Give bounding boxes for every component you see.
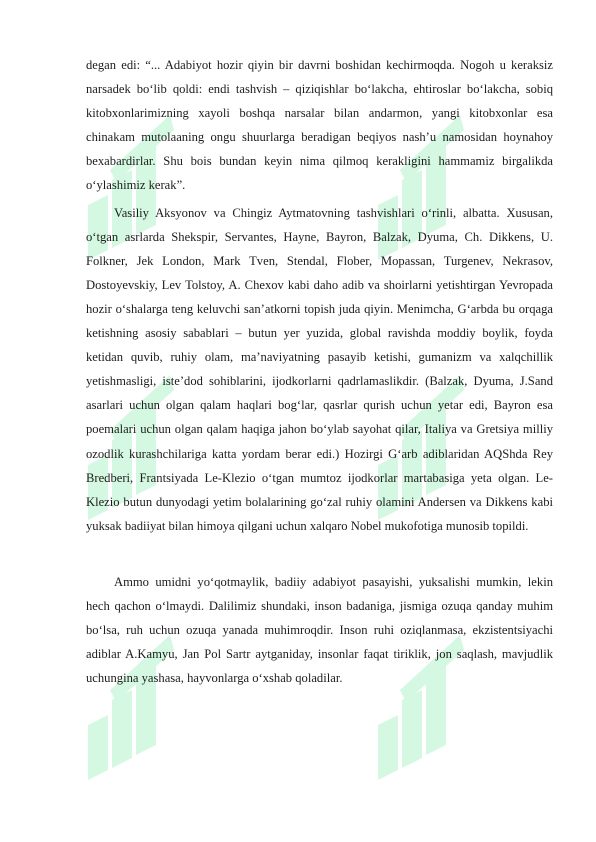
paragraph: degan edi: “... Adabiyot hozir qiyin bir davrni boshidan kechirmoqda. Nogoh u keraksiz narsadek bo‘lib qoldi: endi tashvish – qiziqishlar bo‘lakcha, ehtiroslar bo‘lakcha, sobiq kitobxonlarimizning xayoli boshqa narsalar bilan andarmon, yangi kitobxonlar esa chinakam mutolaaning ongu shuurlarga beradigan beqiyos nash’u namosidan hoynahoy bexabardirlar. Shu bois bundan keyin nima qilmoq kerakligini hammamiz birgalikda o‘ylashimiz kerak”. [86, 58, 553, 193]
paragraph: Vasiliy Aksyonov va Chingiz Aytmatovning tashvishlari o‘rinli, albatta. Xususan, o‘tgan asrlarda Shekspir, Servantes, Hayne, Bayron, Balzak, Dyuma, Ch. Dikkens, U. Folkner, Jek London, Mark Tven, Stendal, Flober, Mopassan, Turgenev, Nekrasov, Dostoyevskiy, Lev Tolstoy, A. Chexov kabi daho adib va shoirlarni yetishtirgan Yevropada hozir o‘shalarga teng keluvchi san’atkorni topish juda qiyin. Menimcha, G‘arbda bu orqaga ketishning asosiy sabablari – butun yer yuzida, global ravishda moddiy boylik, foyda ketidan quvib, ruhiy olam, ma’naviyatning pasayib ketishi, gumanizm va xalqchillik yetishmasligi, iste’dod sohiblarini, ijodkorlarni qadrlamaslikdir. (Balzak, Dyuma, J.Sand asarlari uchun olgan qalam haqlari bog‘lar, qasrlar qurish uchun yetar edi, Bayron esa poemalari uchun olgan qalam haqiga jahon bo‘ylab sayohat qilar, Italiya va Gretsiya milliy ozodlik kurashchilariga katta yordam berar edi.) Hozirgi G‘arb adiblaridan AQShda Rey Bredberi, Frantsiyada Le-Klezio o‘tgan mumtoz ijodkorlar martabasiga yeta olgan. Le-Klezio butun dunyodagi yetim bolalarining go‘zal ruhiy olamini Andersen va Dikkens kabi yuksak badiiyat bilan himoya qilgani uchun xalqaro Nobel mukofotiga munosib topildi. [86, 205, 553, 533]
paragraph: Ammo umidni yo‘qotmaylik, badiiy adabiyot pasayishi, yuksalishi mumkin, lekin hech qachon o‘lmaydi. Dalilimiz shundaki, inson badaniga, jismiga ozuqa qanday muhim bo‘lsa, ruh uchun ozuqa yanada muhimroqdir. Inson ruhi oziqlanmasa, ekzistentsiyachi adiblar A.Kamyu, Jan Pol Sartr aytganiday, insonlar faqat tiriklik, jon saqlash, mavjudlik uchungina yashasa, hayvonlarga o‘xshab qoladilar. [86, 574, 553, 686]
document-body [86, 53, 553, 690]
